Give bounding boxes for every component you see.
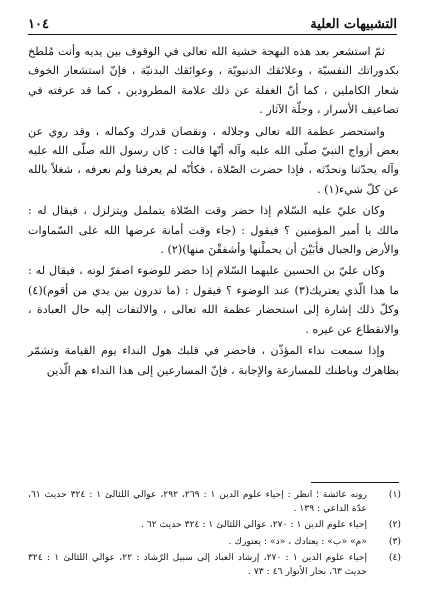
paragraph: وكان عليّ عليه السّلام إذا حضر وقت الصّلاة يتململ ويتزلزل ، فيقال له : مالك يا أمير المؤمنين ؟ فيقول : (جاء وقت أمانة عرضها الله على السّماوات والأرض والجبال فأبَيْنَ أن يحملْنها وأشفقْنَ منها)(٢) .	[28, 204, 399, 257]
page-number: ١٠٤	[28, 17, 49, 32]
running-header	[28, 12, 397, 35]
paragraph: واستحضر عظمة الله تعالى وجلاله ، ونقصان قدرك وكماله ، وقد روي عن بعض أزواج النبيّ صلّى الله عليه وآله أنّها قالت : كان رسول الله صلّى الله عليه وآله يحدّثنا ونحدّثه ، فإذا حضرت الصّلاة ، فكأنّه لم يعرفنا ولم نعرفه ، شغلاً بالله عن كلّ شيء(١) .	[28, 124, 399, 196]
footnotes	[28, 488, 401, 581]
footnote-text: رونه عائشة ؛ انظر : إحياء علوم الدين ١ : ٢٦٩، ٢٩٢، عوالي اللئالئ ١ : ٣٢٤ حديث ٦١، عدّة الداعي : ١٣٩ .	[28, 489, 368, 515]
footnote	[28, 551, 401, 579]
footnote-text: «م» «ب» : يعتادك ، «د» : يعتورك .	[228, 535, 367, 547]
footnote	[28, 488, 401, 516]
running-title: التشبيهات العلية	[310, 17, 397, 32]
footnote-number: (٣)	[388, 535, 401, 547]
footnote-text: إحياء علوم الدين ١ : ٢٧٠، إرشاد العباد إلى سبيل الرّشاد : ٢٢، عوالي اللئالئ ١ : ٣٢٤ حديث ٦٣، بحار الأنوار ٤٦ : ٧٣ .	[28, 551, 368, 578]
footnote-number: (٢)	[388, 519, 401, 531]
main-text	[28, 42, 399, 380]
paragraph: وكان عليّ بن الحسين عليهما السّلام إذا حضر للوضوء اصفرّ لونه ، فيقال له : ما هذا الّذي يعتريك(٣) عند الوضوء ؟ فيقول : (ما تدرون بين يدي من أقوم)(٤) وكلّ ذلك إشارة إلى استحضار عظمة الله تعالى ، والالتفات إليه حال العبادة ، والانقطاع عن غيره .	[28, 264, 399, 336]
footnote	[28, 518, 401, 532]
footnote	[28, 535, 401, 549]
footnote-number: (٤)	[388, 551, 401, 563]
paragraph: وإذا سمعت نداء المؤذّن ، فاحضر في قلبك هول النداء يوم القيامة وتشمّر بظاهرك وباطنك للمسارعة والإجابة ، فإنّ المسارعين إلى هذا النداء هم الّذين	[28, 344, 399, 377]
footnote-text: إحياء علوم الدين ١ : ٢٧٠، عوالي اللئالئ ١ : ٣٢٤ حديث ٦٢ .	[141, 519, 367, 531]
paragraph: ثمّ استشعر بعد هذه البهجة خشية الله تعالى في الوقوف بين يديه وأنت مُلطخ بكدوراتك النفسيّة ، وعلائقك الدنيويّة ، وعوائقك البدنيّة ، فإنّ استشعار الخوف شعار الكاملين ، كما أنّ الغفلة عن ذلك علامة المطرودين ، كما قد عرفته في تضاعيف الأسرار ، وجلّة الآثار .	[28, 45, 399, 117]
footnote-number: (١)	[388, 489, 401, 500]
footnote-separator	[311, 482, 399, 483]
